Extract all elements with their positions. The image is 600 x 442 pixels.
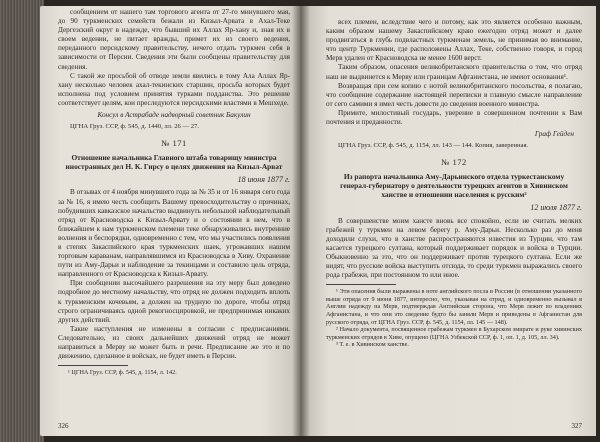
paragraph: Таким образом, опасения великобританского правительства о том, что отряд наш не выдвинется к Мерву или границам Афганистана, не имеют основания¹.	[326, 63, 582, 81]
archive-reference: ЦГНА Груз. ССР, ф. 545, д. 1440, лл. 26 — 27.	[70, 123, 199, 131]
page-number: 326	[58, 422, 69, 430]
left-text-column	[58, 8, 290, 377]
footnote: ¹ Эти опасения были выражены в ноте английского посла в России (в отношении указанного выше отряда от 9 июня 1877, интересно, что, указывая на отряд, и одновременно вызывал в Англии надежду на Мерв, подтверждая Английская сторона, что Мерв лежит во владениях Афганистана, и что они это сведение будто бы заняли Мерв и приведены в Афганистан для русского отряда, от ЦГНА Груз. ССР, ф. 545, д. 1154, лл. 145 — 148).	[326, 288, 582, 326]
page-edges	[0, 0, 44, 442]
document-number: № 172	[441, 157, 467, 168]
document-number: № 171	[161, 138, 187, 149]
page-number: 327	[571, 422, 582, 430]
footnote: ¹ ЦГНА Груз. ССР, ф. 545, д. 1154, л. 142.	[68, 369, 177, 377]
document-date: 12 июля 1877 г.	[530, 203, 582, 213]
document-title: Из рапорта начальника Аму-Дарьинского отдела туркестанскому генерал-губернатору о деятельности турецких агентов в Хивинском ханстве и отношении населения к русским²	[340, 172, 568, 200]
book-gutter	[292, 0, 310, 442]
footnote-rule	[58, 365, 128, 366]
archive-reference: ЦГНА Груз. ССР, ф. 545, д. 1154, лл. 143 — 144. Копия, заверенная.	[338, 142, 529, 150]
paragraph: сообщением от нашего там торгового агента от 27-го минувшего мая, до 90 туркменских семейств бежали из Кизыл-Арвата в Ахал-Теке Дергезский округ в надежде, что бывший их Аллах Яр-хану и, зная их в своем ведении, не питает вражды, примет их из своего ведения, переданного персидскому правительству, нечего отдать туркмен себя в зависимости от Персии. Сведения эти были сообщены правительству для сведения.	[58, 8, 290, 71]
paragraph: В отзывах от 4 ноября минувшего года за № 35 и от 16 января сего года за № 16, я имею честь сообщить Вашему превосходительству о причинах, побудивших кавказское начальство выдвинуть небольшой наблюдательный отряд от Красноводска к Кизыл-Арвату и о состоянии в нем, что в ближайшем к нам туркменском племени теке обнаруживались внутренние волнения и беспорядки, одновременно с тем, что мы участились появления в степях Закаспийского края туркменских шаек, угрожавших нашим торговым караванам, направлявшимся из Красноводска в Хиву. Охранение пути из Аму-Дарьи и наблюдение за текинцами и составило цель отряда, направленного от Красноводска к Кизыл-Арвату.	[58, 188, 290, 279]
paragraph: При сообщении высочайшего разрешения на эту меру был доведено подробное до местному начальству, что отряд не должен подходить вплоть к туркменским кочевьям, а должен на трудную по дороге, чтобы отряд строго ограничиваясь одной рекогносцировкой, не предпринимая никаких других действий.	[58, 279, 290, 324]
right-text-column	[326, 18, 582, 349]
footnote: ² Начало документа, посвященное грабежам туркмен в Бухарском эмирате и руке хивинских туркменских отрядов в Хиве, опущено (ЦГНА Узбекской ССР, ф. 1, оп. 1, д. 105, лл. 34).	[326, 326, 582, 341]
paragraph: Такие наступления не изменены в согласии с предписаниями. Следовательно, из своих дальнейших движений отряд не может направиться в Мерву не может быть и речи. Предписание же это и по движению, сделанное в войсках, не будет иметь в Персии.	[58, 324, 290, 361]
document-title: Отношение начальника Главного штаба товарищу министра иностранных дел Н. К. Гирсу о целях движения на Кизыл-Арват	[65, 153, 283, 172]
paragraph: Примите, милостивый государь, уверение в совершенном почтении к Вам почтения и преданности.	[326, 108, 582, 127]
paragraph: Возвращая при сем копию с нотой великобританского посольства, я полагаю, что сообщение содержание настоящей переписки в главную смысле направление от сего самими я имел честь довести до сведения военного министра.	[326, 81, 582, 108]
paragraph: С такой же просьбой об отводе земли явились в тому Ала Аллах Яр-хану несколько человек ахал-текинских старшин, просьба которых будет исполнена под условием принятия турками подданства. Это решение соответствует целям, кои преследуются персидскими властями в Мешхеде.	[58, 71, 290, 107]
signature: Граф Гейден	[534, 130, 574, 139]
right-page	[300, 6, 596, 436]
paragraph: В совершенстве моим хансте вновь все спокойно, если не считать мелких грабежей у туркмен на левом берегу р. Аму-Дарьи. Несколько раз до меня доходили слухи, что в ханстве распространяются известия из Турции, что там касается турецкого султана, который поддерживает порядок и войска в Турции. Обыкновенно за это, что он поддерживает против турецкого султана. Если же видят, что русские войска выступить отсюда, то среди туркмен выражались своего рода грабежи, при постоянном то или иное.	[326, 216, 582, 280]
left-page	[40, 6, 300, 436]
footnote: ³ Т. е. в Хивинском ханстве.	[336, 341, 409, 349]
footnote-rule	[326, 284, 396, 285]
document-date: 18 июня 1877 г.	[237, 175, 290, 185]
signature: Консул в Астрабаде надворный советник Бакулин	[97, 111, 251, 120]
paragraph: всех племен, вследствие чего и потому, как это является особенно важным, каким образом нашему Закаспийскому краю ежегодно отряд может и далее продвигаться в глубь подвластных туркменам земель, не принимая во внимание, что центр Туркмении, где расположены Аллах, Теке, собственно говоря, и город Мерв удален от Красноводска не менее 1600 верст.	[326, 18, 582, 63]
